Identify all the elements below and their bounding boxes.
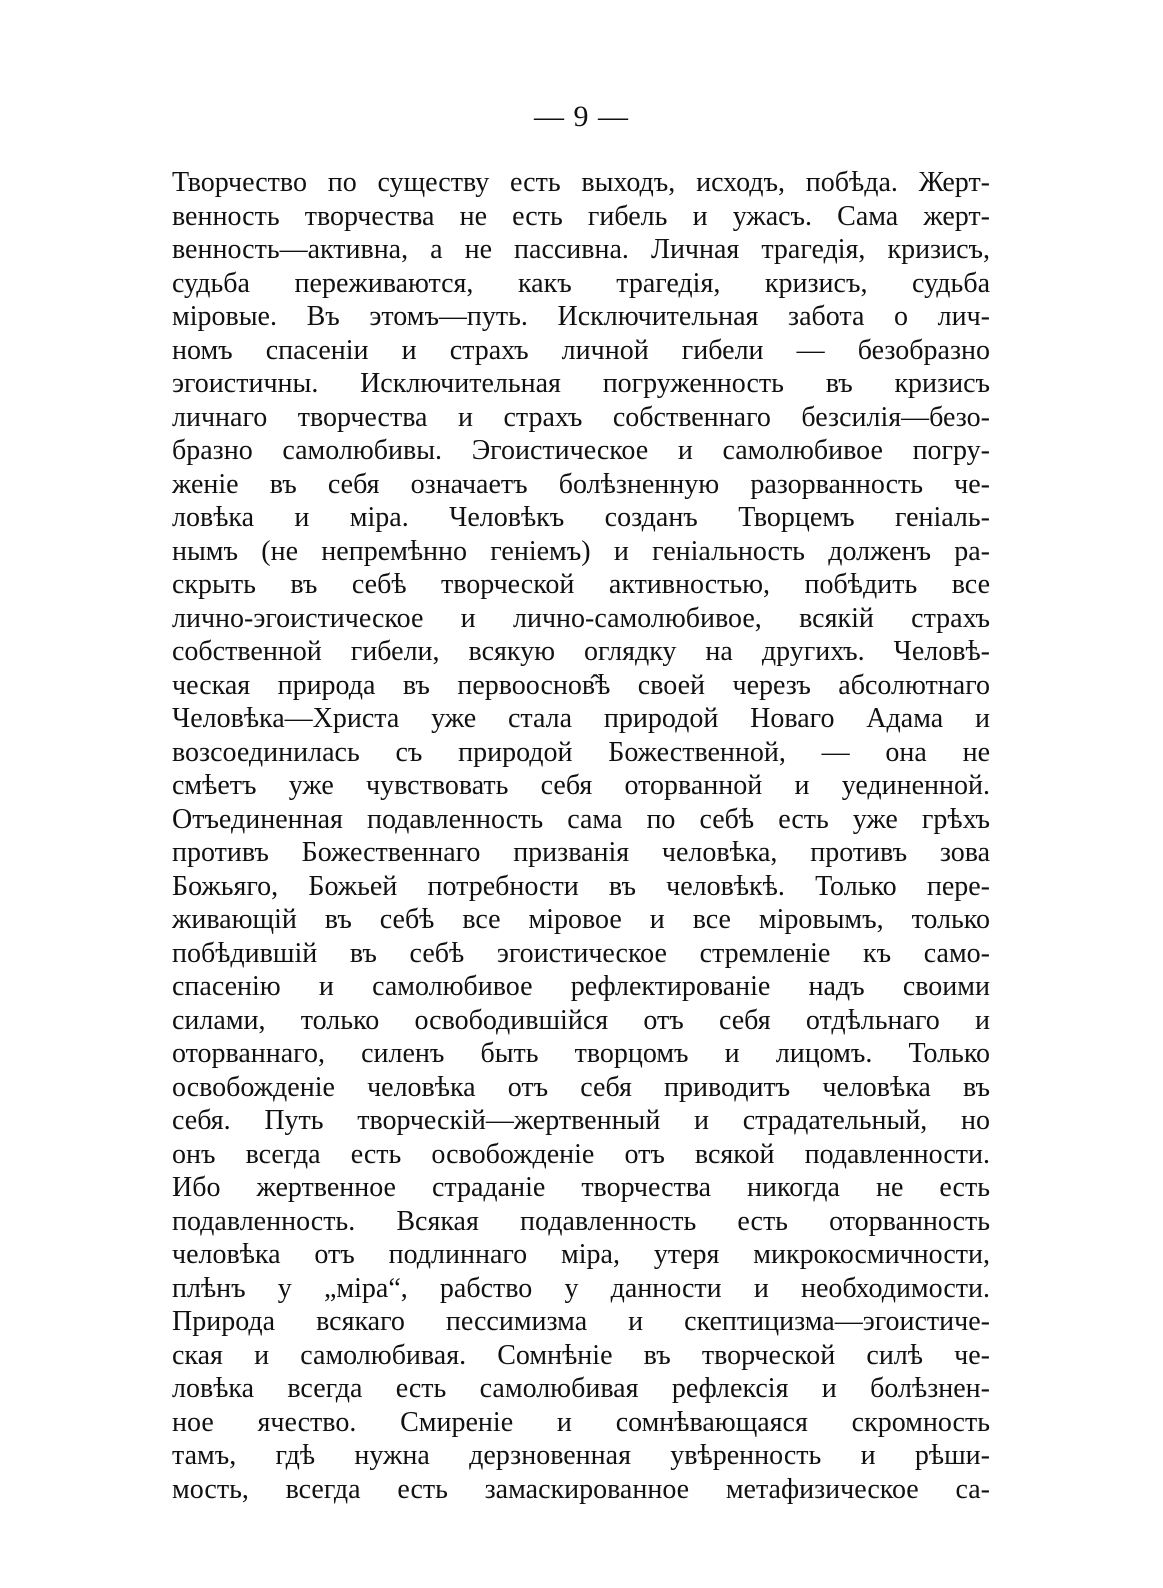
text-line: лично-эгоистическое и лично-самолюбивое, всякій страхъ [172,602,990,634]
text-line: венность творчества не есть гибель и ужасъ. Сама жерт- [172,200,990,232]
text-line: Отъединенная подавленность сама по себѣ есть уже грѣхъ [172,803,990,835]
text-line: ное ячество. Смиреніе и сомнѣвающаяся скромность [172,1406,990,1438]
body-text [172,166,990,1506]
text-line: эгоистичны. Исключительная погруженность въ кризисъ [172,368,990,399]
text-line: онъ всегда есть освобожденіе отъ всякой подавленности. [172,1138,990,1170]
text-line: ская и самолюбивая. Сомнѣніе въ творческой силѣ че- [172,1339,990,1371]
text-line: женіе въ себя означаетъ болѣзненную разорванность че- [172,468,990,500]
text-line: плѣнъ у „міра“, рабство у данности и необходимости. [172,1272,990,1304]
text-line: смѣетъ уже чувствовать себя оторванной и уединенной. [172,770,990,801]
text-line: силами, только освободившійся отъ себя отдѣльнаго и [172,1004,990,1036]
text-line: Божьяго, Божьей потребности въ человѣкѣ. Только пере- [172,870,990,902]
text-line: живающій въ себѣ все міровое и все міровымъ, только [172,904,990,935]
text-line: спасенію и самолюбивое рефлектированіе надъ своими [172,971,990,1002]
text-line: возсоединилась съ природой Божественной, — она не [172,736,990,768]
text-line: тамъ, гдѣ нужна дерзновенная увѣренность и рѣши- [172,1440,990,1471]
text-line: человѣка отъ подлиннаго міра, утеря микрокосмичности, [172,1239,990,1270]
text-line: венность—активна, а не пассивна. Личная трагедія, кризисъ, [172,234,990,265]
text-line: скрыть въ себѣ творческой активностью, побѣдить все [172,569,990,600]
text-line: личнаго творчества и страхъ собственнаго безсилія—безо- [172,401,990,433]
text-line: побѣдившій въ себѣ эгоистическое стремленіе къ само- [172,937,990,969]
text-line: освобожденіе человѣка отъ себя приводитъ человѣка въ [172,1071,990,1103]
text-line: бразно самолюбивы. Эгоистическое и самолюбивое погру- [172,435,990,466]
text-line: себя. Путь творческій—жертвенный и страдательный, но [172,1105,990,1136]
text-line: нымъ (не непремѣнно геніемъ) и геніальность долженъ ра- [172,535,990,567]
text-line: ческая природа въ первооснов̂ѣ своей черезъ абсолютнаго [172,669,990,701]
page-number: — 9 — [534,100,629,133]
text-line: судьба переживаются, какъ трагедія, кризисъ, судьба [172,267,990,299]
text-line: Человѣка—Христа уже стала природой Новаго Адама и [172,703,990,734]
text-line: мость, всегда есть замаскированное метафизическое са- [172,1473,990,1505]
text-line: Ибо жертвенное страданіе творчества никогда не есть [172,1172,990,1203]
text-line: міровые. Въ этомъ—путь. Исключительная забота о лич- [172,301,990,332]
text-line: собственной гибели, всякую оглядку на другихъ. Человѣ- [172,636,990,667]
text-line: подавленность. Всякая подавленность есть оторванность [172,1205,990,1237]
text-line: Творчество по существу есть выходъ, исходъ, побѣда. Жерт- [172,167,990,198]
text-line: Природа всякаго пессимизма и скептицизма—эгоистиче- [172,1306,990,1337]
text-line: противъ Божественнаго призванія человѣка, противъ зова [172,837,990,868]
text-line: номъ спасеніи и страхъ личной гибели — безобразно [172,334,990,366]
text-line: ловѣка и міра. Человѣкъ созданъ Творцемъ геніаль- [172,502,990,533]
text-line: ловѣка всегда есть самолюбивая рефлексія и болѣзнен- [172,1373,990,1404]
text-line: оторваннаго, силенъ быть творцомъ и лицомъ. Только [172,1038,990,1069]
